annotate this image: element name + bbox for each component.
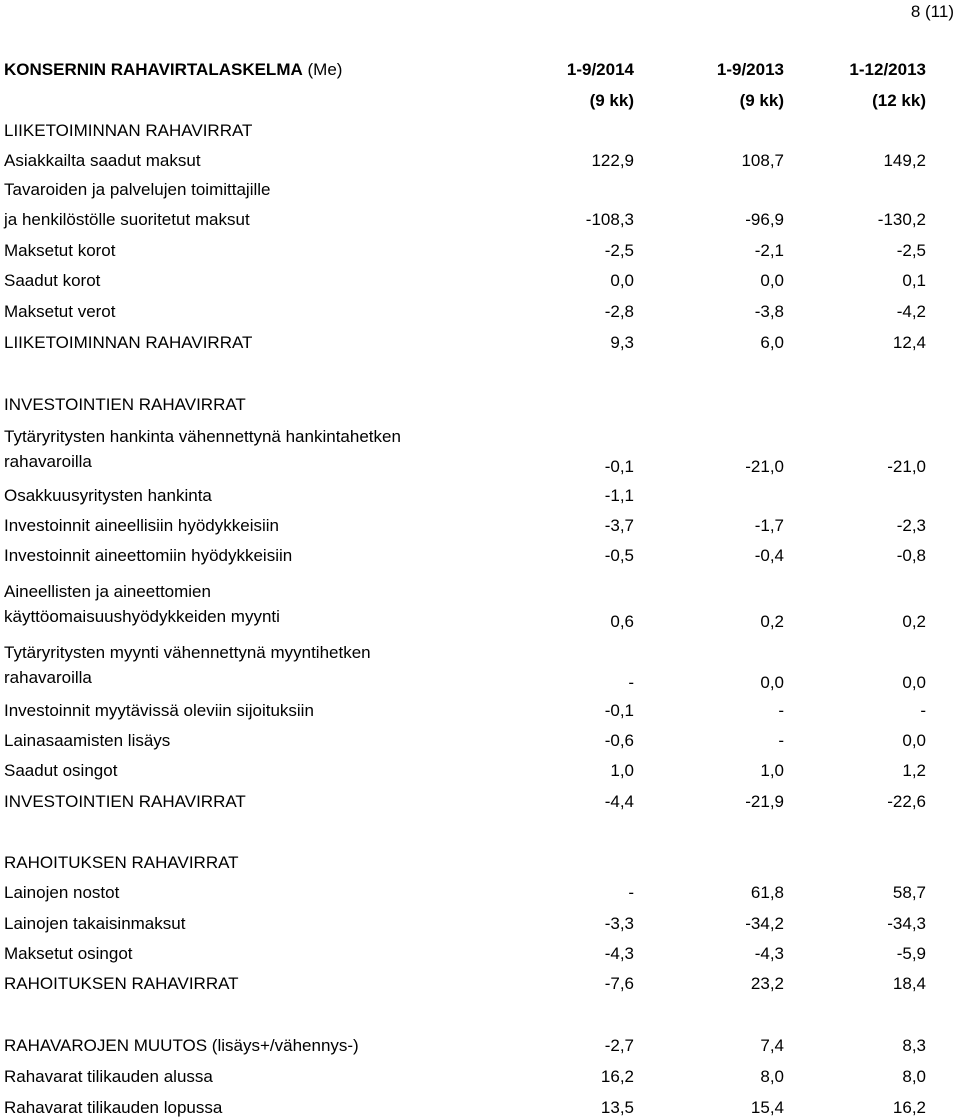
row-label [4, 209, 250, 230]
row-value-col-1: 9,3 [610, 333, 634, 352]
row-label-line: Lainojen nostot [4, 883, 120, 902]
row-label [4, 730, 170, 751]
row-label [4, 150, 201, 171]
row-label [4, 1097, 222, 1118]
row-value-col-2: 6,0 [760, 333, 784, 352]
row-label-line: Tytäryritysten myynti vähennettynä myyntihetken [4, 643, 371, 662]
row-value-col-3: 0,1 [902, 271, 926, 290]
row-label [4, 852, 239, 873]
row-label [4, 943, 133, 964]
row-value-col-1: -0,1 [604, 457, 634, 476]
row-value-col-1: -0,1 [604, 701, 634, 720]
row-value-col-1: -4,3 [604, 944, 634, 963]
row-value-col-3: -34,3 [887, 914, 926, 933]
row-label [4, 791, 246, 812]
row-value-col-3: -0,8 [896, 546, 926, 565]
row-value-col-3: 8,0 [902, 1067, 926, 1086]
row-label-line: INVESTOINTIEN RAHAVIRRAT [4, 395, 246, 414]
row-label [4, 1066, 213, 1087]
row-value-col-2: -21,0 [745, 457, 784, 476]
row-label [4, 545, 292, 566]
row-label [4, 760, 117, 781]
page-number: 8 (11) [910, 2, 954, 21]
row-value-col-2: 0,0 [760, 673, 784, 692]
row-label [4, 179, 270, 200]
column-header-2: 1-9/2013 [716, 60, 784, 79]
row-value-col-1: -1,1 [604, 486, 634, 505]
row-value-col-3: 0,0 [902, 731, 926, 750]
column-subheader-1: (9 kk) [589, 91, 634, 110]
row-label [4, 913, 185, 934]
row-value-col-3: 0,0 [902, 673, 926, 692]
row-label [4, 301, 116, 322]
row-label-line: Saadut korot [4, 271, 101, 290]
row-value-col-3: -21,0 [887, 457, 926, 476]
row-label-line: Lainojen takaisinmaksut [4, 914, 186, 933]
row-value-col-3: 8,3 [902, 1036, 926, 1055]
row-value-col-2: -96,9 [745, 210, 784, 229]
row-value-col-1: -7,6 [604, 974, 634, 993]
row-label [4, 426, 401, 472]
row-value-col-3: -2,3 [896, 516, 926, 535]
row-value-col-3: 0,2 [902, 612, 926, 631]
row-label-line: Maksetut korot [4, 241, 116, 260]
row-value-col-1: -0,6 [604, 731, 634, 750]
row-label-line: Maksetut osingot [4, 944, 133, 963]
row-value-col-2: -2,1 [754, 241, 784, 260]
row-label-line: Aineellisten ja aineettomien [4, 582, 211, 601]
row-value-col-2: 7,4 [760, 1036, 784, 1055]
column-header-1: 1-9/2014 [566, 60, 634, 79]
statement-title-text: KONSERNIN RAHAVIRTALASKELMA [4, 60, 303, 79]
row-value-col-2: -21,9 [745, 792, 784, 811]
row-value-col-1: -108,3 [585, 210, 634, 229]
row-label-line: LIIKETOIMINNAN RAHAVIRRAT [4, 333, 253, 352]
row-value-col-1: 0,6 [610, 612, 634, 631]
row-value-col-1: -3,7 [604, 516, 634, 535]
row-label [4, 700, 314, 721]
row-label [4, 394, 246, 415]
row-label-line: LIIKETOIMINNAN RAHAVIRRAT [4, 121, 253, 140]
row-value-col-1: 0,0 [610, 271, 634, 290]
row-value-col-2: 8,0 [760, 1067, 784, 1086]
row-value-col-1: 13,5 [600, 1098, 634, 1117]
row-value-col-1: 1,0 [610, 761, 634, 780]
row-value-col-1: -2,8 [604, 302, 634, 321]
row-value-col-2: -0,4 [754, 546, 784, 565]
row-value-col-2: -34,2 [745, 914, 784, 933]
row-value-col-3: -4,2 [896, 302, 926, 321]
row-label-line: Rahavarat tilikauden alussa [4, 1067, 213, 1086]
row-label [4, 642, 371, 688]
row-value-col-2: -4,3 [754, 944, 784, 963]
row-value-col-3: -2,5 [896, 241, 926, 260]
row-value-col-2: 0,0 [760, 271, 784, 290]
statement-unit: (Me) [307, 60, 343, 79]
row-label-line: Investoinnit aineettomiin hyödykkeisiin [4, 546, 293, 565]
row-value-col-2: 15,4 [750, 1098, 784, 1117]
row-value-col-2: -3,8 [754, 302, 784, 321]
row-value-col-1: - [628, 883, 634, 902]
row-value-col-2: 1,0 [760, 761, 784, 780]
row-label-line: Maksetut verot [4, 302, 116, 321]
row-value-col-1: 122,9 [591, 151, 634, 170]
row-label-line: ja henkilöstölle suoritetut maksut [4, 210, 250, 229]
row-value-col-2: 108,7 [741, 151, 784, 170]
row-label [4, 240, 116, 261]
statement-title [4, 59, 342, 80]
row-label [4, 581, 280, 627]
row-label-line: Tytäryritysten hankinta vähennettynä hankintahetken [4, 427, 401, 446]
row-label [4, 1035, 359, 1056]
row-label-line: Lainasaamisten lisäys [4, 731, 171, 750]
row-value-col-2: 0,2 [760, 612, 784, 631]
row-label-line-2: käyttöomaisuushyödykkeiden myynti [4, 607, 280, 626]
row-label-line: Rahavarat tilikauden lopussa [4, 1098, 223, 1117]
row-value-col-3: 18,4 [892, 974, 926, 993]
row-label [4, 515, 279, 536]
row-value-col-2: -1,7 [754, 516, 784, 535]
row-value-col-3: 149,2 [883, 151, 926, 170]
row-value-col-2: - [778, 731, 784, 750]
column-subheader-3: (12 kk) [872, 91, 926, 110]
row-value-col-3: -130,2 [877, 210, 926, 229]
row-label [4, 882, 119, 903]
row-value-col-1: -4,4 [604, 792, 634, 811]
row-label-line-2: rahavaroilla [4, 668, 92, 687]
row-value-col-3: -22,6 [887, 792, 926, 811]
row-label-line: RAHOITUKSEN RAHAVIRRAT [4, 974, 239, 993]
row-label-line-2: rahavaroilla [4, 452, 92, 471]
row-value-col-1: -2,7 [604, 1036, 634, 1055]
row-label-line: Investoinnit aineellisiin hyödykkeisiin [4, 516, 279, 535]
row-label-line: Saadut osingot [4, 761, 118, 780]
row-value-col-1: - [628, 673, 634, 692]
row-label [4, 485, 212, 506]
row-value-col-3: 16,2 [892, 1098, 926, 1117]
row-label-line: INVESTOINTIEN RAHAVIRRAT [4, 792, 246, 811]
row-label-line: Asiakkailta saadut maksut [4, 151, 201, 170]
row-value-col-3: 12,4 [892, 333, 926, 352]
row-label [4, 332, 252, 353]
column-header-3: 1-12/2013 [849, 60, 926, 79]
row-label-line: Osakkuusyritysten hankinta [4, 486, 212, 505]
row-label [4, 120, 252, 141]
row-value-col-3: 1,2 [902, 761, 926, 780]
row-label-line: RAHAVAROJEN MUUTOS (lisäys+/vähennys-) [4, 1036, 359, 1055]
row-label-line: Tavaroiden ja palvelujen toimittajille [4, 180, 271, 199]
row-value-col-1: 16,2 [600, 1067, 634, 1086]
row-value-col-3: - [920, 701, 926, 720]
row-value-col-2: 23,2 [750, 974, 784, 993]
row-value-col-3: -5,9 [896, 944, 926, 963]
row-label [4, 973, 239, 994]
row-value-col-2: - [778, 701, 784, 720]
row-value-col-3: 58,7 [892, 883, 926, 902]
row-value-col-1: -2,5 [604, 241, 634, 260]
row-label-line: RAHOITUKSEN RAHAVIRRAT [4, 853, 239, 872]
column-subheader-2: (9 kk) [739, 91, 784, 110]
row-label [4, 270, 100, 291]
row-label-line: Investoinnit myytävissä oleviin sijoituksiin [4, 701, 314, 720]
row-value-col-2: 61,8 [750, 883, 784, 902]
row-value-col-1: -3,3 [604, 914, 634, 933]
row-value-col-1: -0,5 [604, 546, 634, 565]
